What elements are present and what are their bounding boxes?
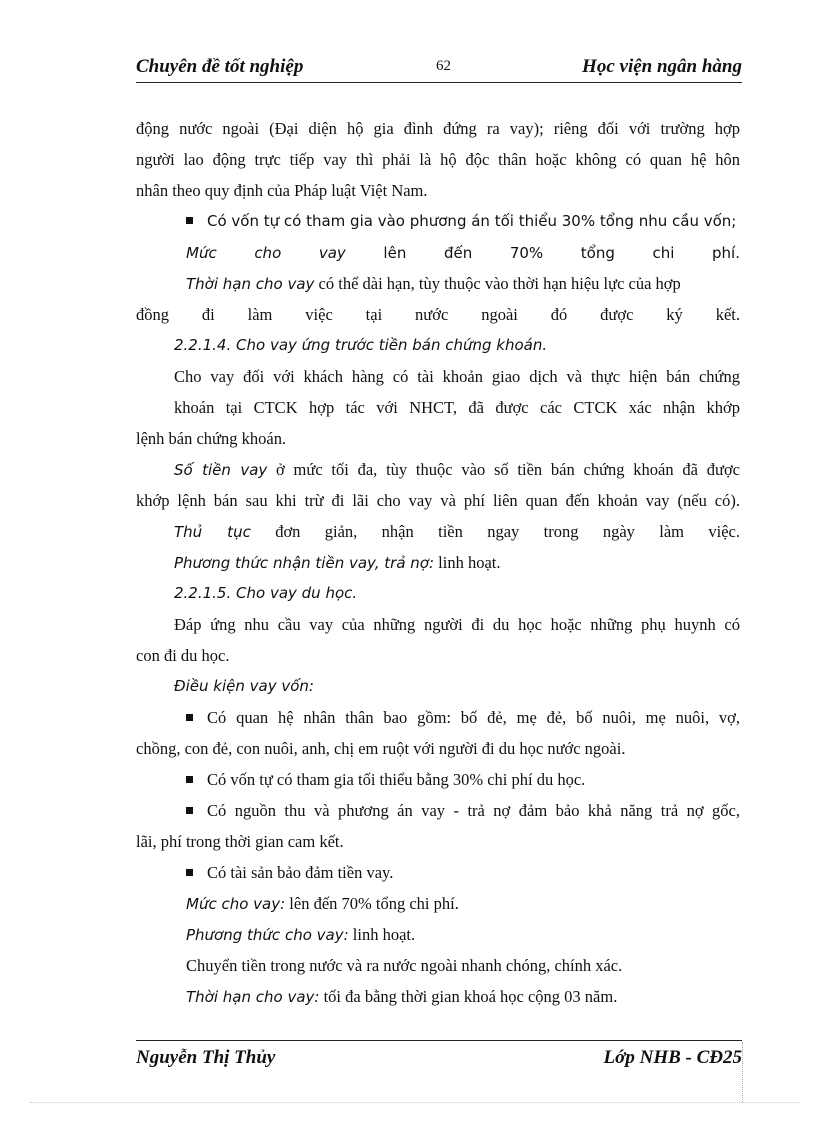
body-text: linh hoạt. xyxy=(348,925,416,944)
italic-label: Phương thức nhận tiền vay, trả nợ: xyxy=(174,554,435,572)
body-line xyxy=(136,888,740,919)
header-document-title: Chuyên đề tốt nghiệp xyxy=(136,56,304,77)
section-heading: 2.2.1.4. Cho vay ứng trước tiền bán chứng khoán. xyxy=(174,336,548,354)
body-line xyxy=(136,268,740,299)
body-text: lên đến 70% tổng chi phí. xyxy=(345,244,740,262)
body-line: lệnh bán chứng khoán. xyxy=(136,429,287,448)
page-corner-mark-vertical xyxy=(742,1042,743,1102)
bullet-item xyxy=(136,702,740,733)
italic-label: Thời hạn cho vay: xyxy=(186,988,320,1006)
italic-label: Thủ tục xyxy=(174,523,251,541)
body-line: chồng, con đẻ, con nuôi, anh, chị em ruột với người đi du học nước ngoài. xyxy=(136,739,626,758)
body-text: linh hoạt. xyxy=(434,553,501,572)
body-line: Cho vay đối với khách hàng có tài khoản giao dịch và thực hiện bán chứng xyxy=(174,367,740,386)
body-line: đồng đi làm việc tại nước ngoài đó được ký kết. xyxy=(136,305,740,324)
bullet-text: Có quan hệ nhân thân bao gồm: bố đẻ, mẹ đẻ, bố nuôi, mẹ nuôi, vợ, xyxy=(207,708,740,727)
bullet-item xyxy=(136,857,740,888)
bullet-text: Có vốn tự có tham gia tối thiểu bằng 30% chi phí du học. xyxy=(207,770,586,789)
body-line xyxy=(136,547,740,578)
subheading: Điều kiện vay vốn: xyxy=(174,677,314,695)
body-line: người lao động trực tiếp vay thì phải là hộ độc thân hoặc không có quan hệ hôn xyxy=(136,150,740,169)
body-line xyxy=(136,981,740,1012)
bullet-item xyxy=(136,795,740,826)
body-line xyxy=(136,919,740,950)
bullet-text: Có nguồn thu và phương án vay - trả nợ đảm bảo khả năng trả nợ gốc, xyxy=(207,801,740,820)
bullet-text: Có vốn tự có tham gia vào phương án tối thiểu 30% tổng nhu cầu vốn; xyxy=(207,212,737,230)
body-line: Đáp ứng nhu cầu vay của những người đi du học hoặc những phụ huynh có xyxy=(174,615,740,634)
body-text: có thể dài hạn, tùy thuộc vào thời hạn hiệu lực của hợp xyxy=(314,274,681,293)
header-institution: Học viện ngân hàng xyxy=(582,56,742,77)
body-line: Chuyển tiền trong nước và ra nước ngoài nhanh chóng, chính xác. xyxy=(186,956,623,975)
page-number: 62 xyxy=(436,58,451,74)
bullet-text: Có tài sản bảo đảm tiền vay. xyxy=(207,863,394,882)
body-line: khoán tại CTCK hợp tác với NHCT, đã được các CTCK xác nhận khớp xyxy=(174,398,740,417)
body-line: nhân theo quy định của Pháp luật Việt Nam. xyxy=(136,181,428,200)
bullet-icon xyxy=(186,217,193,224)
bullet-item xyxy=(136,206,740,237)
bullet-item xyxy=(136,764,740,795)
footer-author: Nguyễn Thị Thủy xyxy=(136,1047,276,1068)
italic-label: Mức cho vay xyxy=(186,244,346,262)
bullet-icon xyxy=(186,714,193,721)
body-line xyxy=(136,454,740,485)
page-body xyxy=(136,113,740,1012)
section-heading: 2.2.1.5. Cho vay du học. xyxy=(174,584,358,602)
italic-label: Phương thức cho vay: xyxy=(186,926,349,944)
footer-class: Lớp NHB - CĐ25 xyxy=(603,1047,742,1068)
body-text: lên đến 70% tổng chi phí. xyxy=(285,894,459,913)
bullet-icon xyxy=(186,807,193,814)
page-corner-mark-horizontal xyxy=(30,1102,800,1103)
body-text: ở mức tối đa, tùy thuộc vào số tiền bán chứng khoán đã được xyxy=(267,460,740,479)
body-line: lãi, phí trong thời gian cam kết. xyxy=(136,832,344,851)
bullet-icon xyxy=(186,869,193,876)
body-text: đơn giản, nhận tiền ngay trong ngày làm việc. xyxy=(250,522,740,541)
bullet-icon xyxy=(186,776,193,783)
page-footer xyxy=(136,1040,742,1073)
body-line: động nước ngoài (Đại diện hộ gia đình đứng ra vay); riêng đối với trường hợp xyxy=(136,119,740,138)
body-text: tối đa bằng thời gian khoá học cộng 03 năm. xyxy=(319,987,618,1006)
italic-label: Mức cho vay: xyxy=(186,895,286,913)
body-line: khớp lệnh bán sau khi trừ đi lãi cho vay và phí liên quan đến khoản vay (nếu có). xyxy=(136,491,740,510)
page-header xyxy=(136,56,742,83)
body-line: con đi du học. xyxy=(136,646,230,665)
italic-label: Số tiền vay xyxy=(174,461,268,479)
body-line xyxy=(136,516,740,547)
italic-label: Thời hạn cho vay xyxy=(186,275,315,293)
body-line xyxy=(136,237,740,268)
